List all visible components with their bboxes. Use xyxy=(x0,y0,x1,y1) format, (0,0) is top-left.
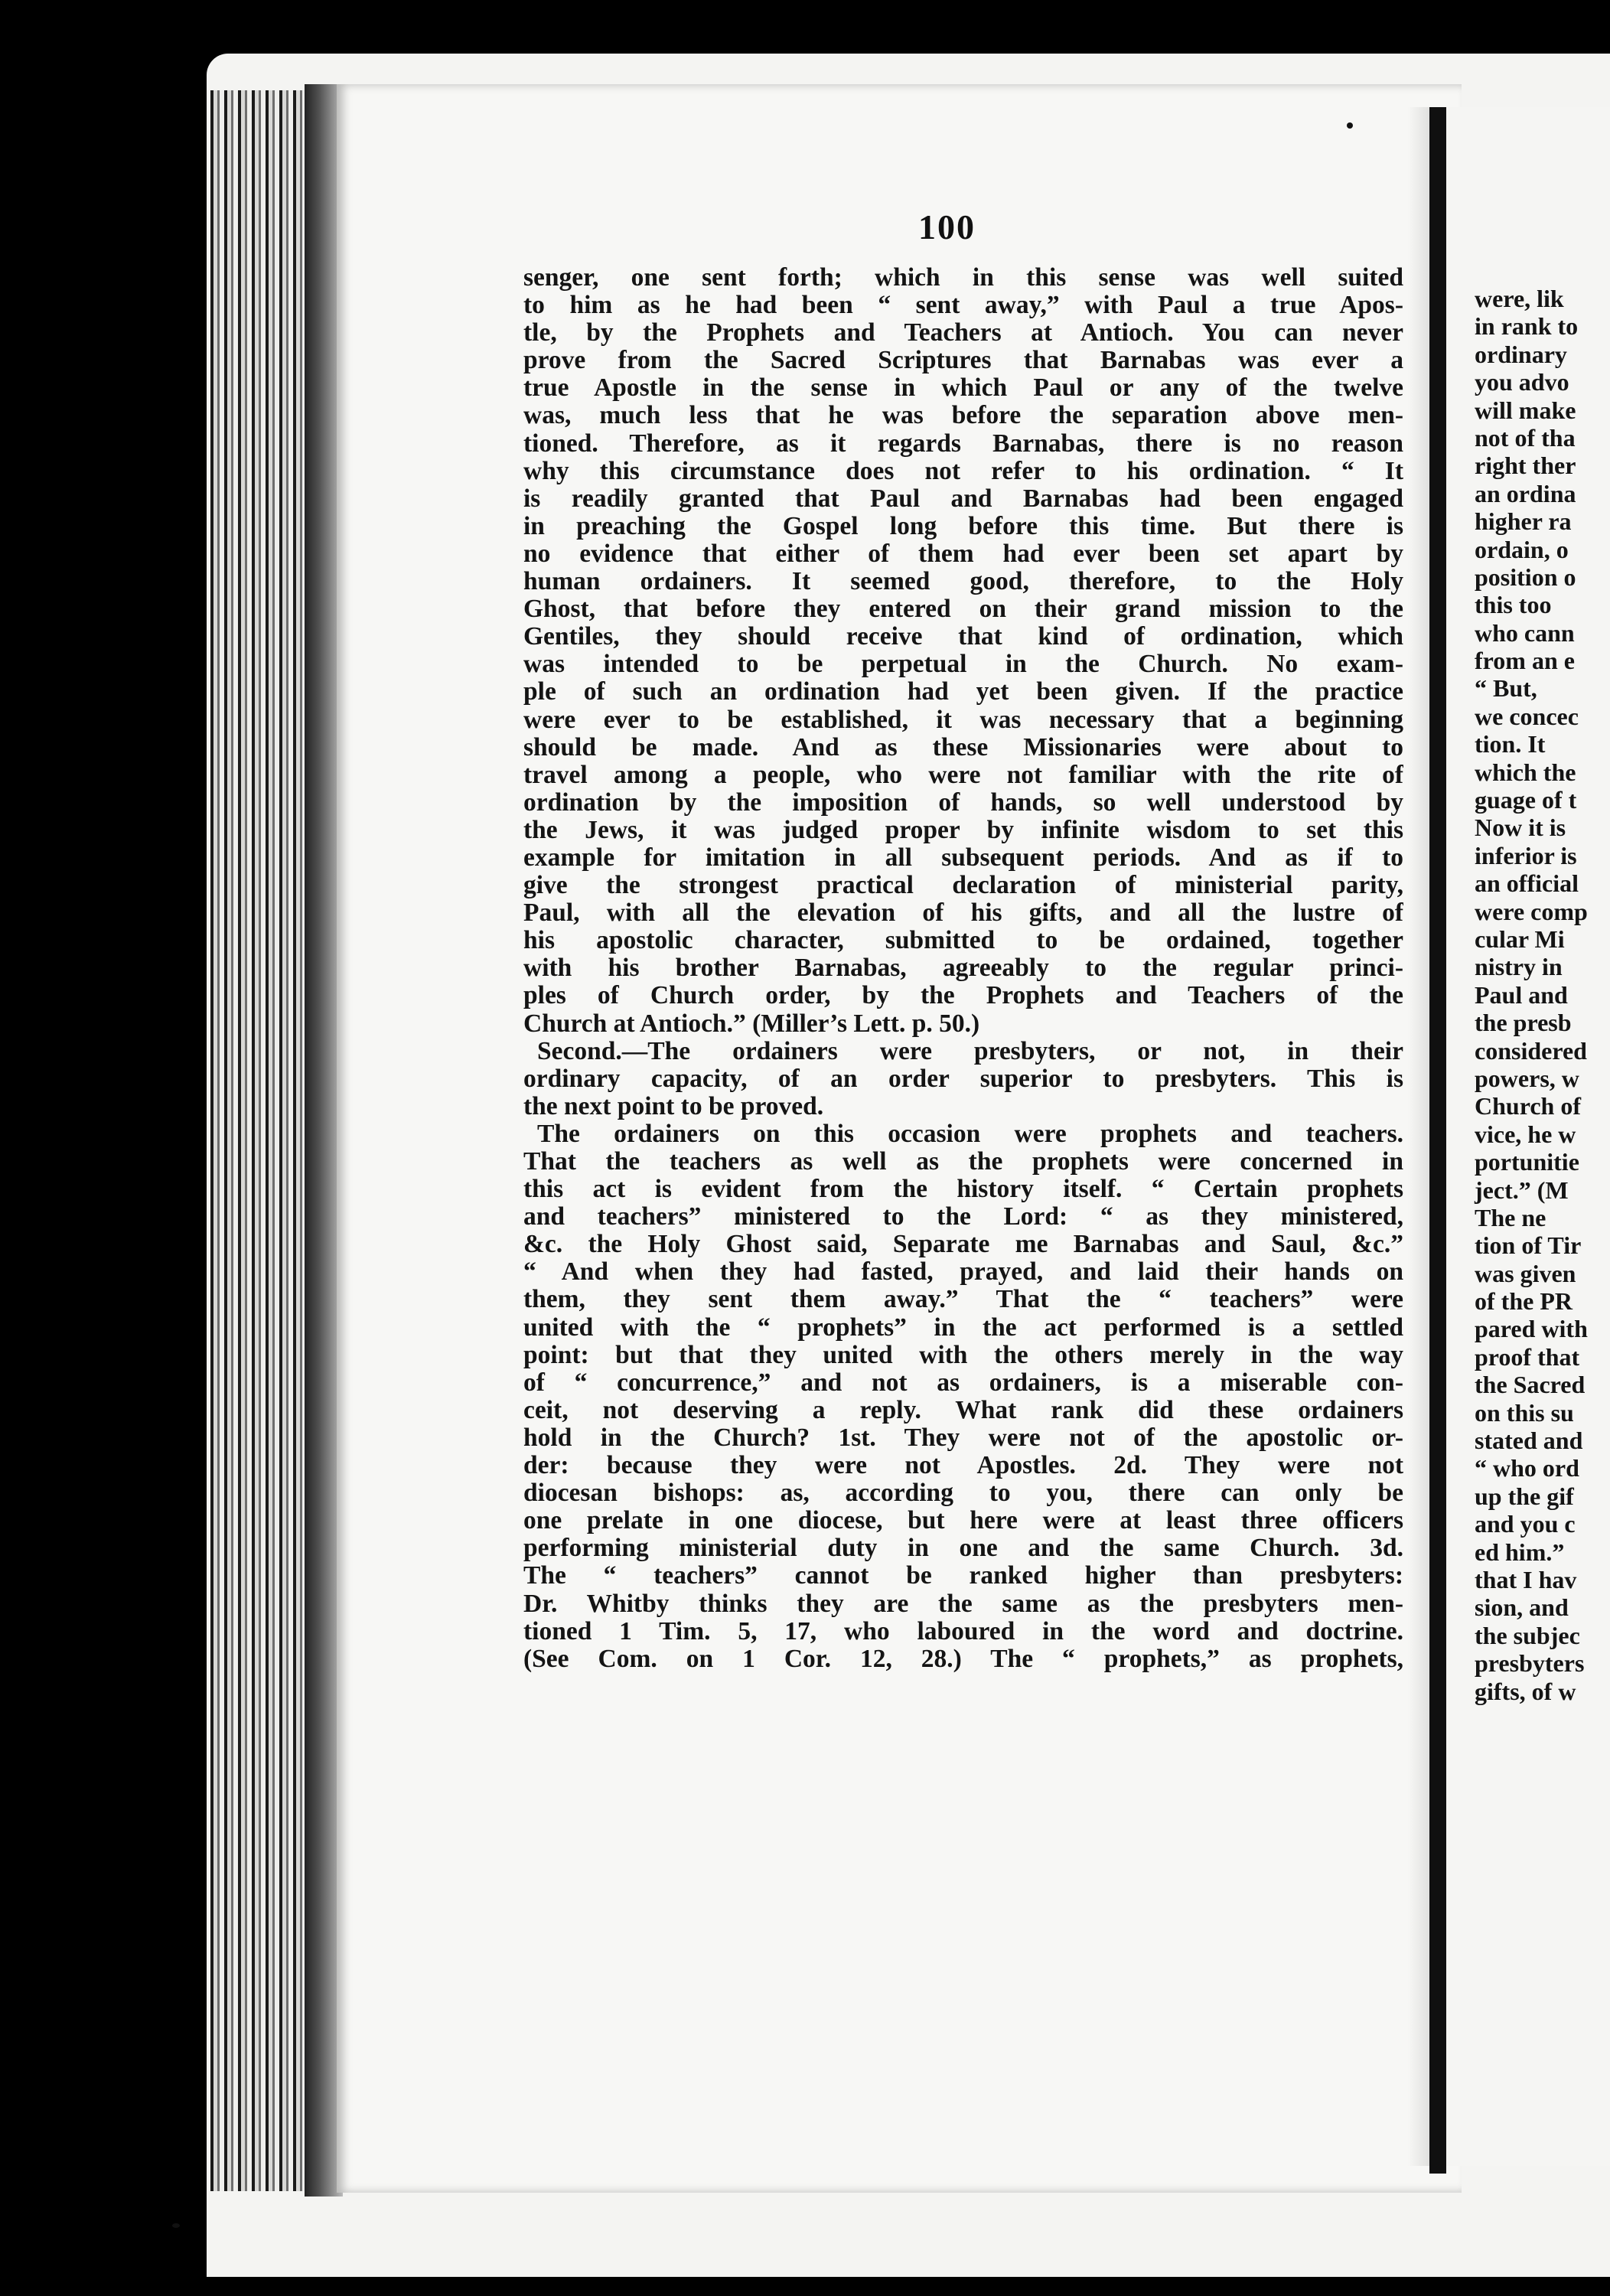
text-line: guage of t xyxy=(1475,786,1577,814)
text-line: is readily granted that Paul and Barnabas had been engaged xyxy=(523,484,1403,513)
text-line: should be made. And as these Missionaries were about to xyxy=(523,733,1403,762)
text-line: Ghost, that before they entered on their grand mission to the xyxy=(523,595,1403,624)
text-line: position o xyxy=(1475,563,1576,591)
text-line: hold in the Church? 1st. They were not of the apostolic or- xyxy=(523,1424,1403,1452)
text-line: portunitie xyxy=(1475,1148,1579,1176)
text-line: presbyters xyxy=(1475,1649,1585,1678)
text-line: ordination by the imposition of hands, so well understood by xyxy=(523,788,1403,817)
text-line: Paul, with all the elevation of his gifts, and all the lustre of xyxy=(523,899,1403,928)
text-line: Church at Antioch.” (Miller’s Lett. p. 50.) xyxy=(523,1009,980,1038)
text-line: ject.” (M xyxy=(1475,1176,1569,1204)
text-line: prove from the Sacred Scriptures that Barnabas was ever a xyxy=(523,347,1403,375)
text-line: in rank to xyxy=(1475,312,1579,341)
text-line: travel among a people, who were not familiar with the rite of xyxy=(523,761,1403,789)
text-line: ordinary xyxy=(1475,340,1567,368)
text-line: diocesan bishops: as, according to you, there can only be xyxy=(523,1479,1403,1508)
text-line: (See Com. on 1 Cor. 12, 28.) The “ prophets,” as prophets, xyxy=(523,1645,1403,1673)
text-line: the next point to be proved. xyxy=(523,1092,824,1120)
text-line: that I hav xyxy=(1475,1565,1577,1593)
text-line: gifts, of w xyxy=(1475,1677,1576,1705)
text-line: “ And when they had fasted, prayed, and laid their hands on xyxy=(523,1258,1403,1287)
text-line: the presb xyxy=(1475,1009,1572,1037)
text-line: Dr. Whitby thinks they are the same as the presbyters men- xyxy=(523,1590,1403,1618)
text-line: “ who ord xyxy=(1475,1454,1579,1482)
text-line: powers, w xyxy=(1475,1064,1579,1092)
text-line: why this circumstance does not refer to his ordination. “ It xyxy=(523,457,1403,485)
book-spine xyxy=(1429,107,1446,2174)
text-line: senger, one sent forth; which in this sense was well suited xyxy=(523,264,1403,292)
text-line: Second.—The ordainers were presbyters, or not, in their xyxy=(537,1037,1403,1065)
text-line: not of tha xyxy=(1475,423,1576,452)
text-line: ordinary capacity, of an order superior to presbyters. This is xyxy=(523,1065,1403,1093)
facing-page-text xyxy=(1475,285,1588,1705)
text-line: tioned 1 Tim. 5, 17, who laboured in the word and doctrine. xyxy=(523,1617,1403,1645)
text-line: ceit, not deserving a reply. What rank did these ordainers xyxy=(523,1396,1403,1424)
text-line: the Jews, it was judged proper by infinite wisdom to set this xyxy=(523,816,1403,844)
text-line: human ordainers. It seemed good, therefore, to the Holy xyxy=(523,568,1403,596)
text-line: cular Mi xyxy=(1475,925,1565,953)
text-line: nistry in xyxy=(1475,953,1563,981)
text-line: we concec xyxy=(1475,702,1579,730)
text-line: was intended to be perpetual in the Church. No exam- xyxy=(523,651,1403,679)
text-line: an ordina xyxy=(1475,479,1576,507)
text-line: and teachers” ministered to the Lord: “ as they ministered, xyxy=(523,1203,1403,1231)
text-line: ple of such an ordination had yet been given. If the practice xyxy=(523,678,1403,706)
text-line: to him as he had been “ sent away,” with Paul a true Apos- xyxy=(523,292,1403,320)
text-line: up the gif xyxy=(1475,1482,1574,1510)
text-line: of the PR xyxy=(1475,1287,1573,1316)
text-line: The ne xyxy=(1475,1203,1546,1231)
text-line: pared with xyxy=(1475,1315,1588,1343)
text-line: were comp xyxy=(1475,897,1588,925)
text-line: one prelate in one diocese, but here were at least three officers xyxy=(523,1507,1403,1535)
text-line: them, they sent them away.” That the “ teachers” were xyxy=(523,1286,1403,1314)
text-line: give the strongest practical declaration of ministerial parity, xyxy=(523,872,1403,900)
text-line: of “ concurrence,” and not as ordainers, is a miserable con- xyxy=(523,1368,1403,1397)
text-line: tle, by the Prophets and Teachers at Antioch. You can never xyxy=(523,319,1403,347)
text-line: with his brother Barnabas, agreeably to the regular princi- xyxy=(523,954,1403,983)
text-line: true Apostle in the sense in which Paul or any of the twelve xyxy=(523,374,1403,403)
text-line: was given xyxy=(1475,1259,1576,1287)
scan-speck xyxy=(1347,122,1353,129)
text-line: and you c xyxy=(1475,1510,1576,1538)
text-line: higher ra xyxy=(1475,507,1572,536)
text-line: will make xyxy=(1475,396,1576,424)
text-line: tioned. Therefore, as it regards Barnabas, there is no reason xyxy=(523,429,1403,458)
text-line: on this su xyxy=(1475,1398,1574,1427)
text-line: ordain, o xyxy=(1475,535,1569,563)
text-line: “ But, xyxy=(1475,674,1537,703)
page-body-text xyxy=(523,264,1403,1673)
text-line: tion of Tir xyxy=(1475,1231,1582,1260)
text-line: point: but that they united with the others merely in the way xyxy=(523,1341,1403,1369)
text-line: The ordainers on this occasion were prophets and teachers. xyxy=(537,1120,1403,1148)
text-line: Church of xyxy=(1475,1092,1581,1120)
page-number: 100 xyxy=(918,207,976,246)
text-line: proof that xyxy=(1475,1342,1580,1371)
text-line: the Sacred xyxy=(1475,1371,1586,1399)
text-line: considered xyxy=(1475,1036,1587,1065)
text-line: united with the “ prophets” in the act performed is a settled xyxy=(523,1313,1403,1342)
text-line: Gentiles, they should receive that kind of ordination, which xyxy=(523,623,1403,651)
text-line: who cann xyxy=(1475,618,1575,647)
text-line: no evidence that either of them had ever been set apart by xyxy=(523,540,1403,568)
text-line: you advo xyxy=(1475,368,1569,396)
text-line: were ever to be established, it was necessary that a beginning xyxy=(523,706,1403,734)
text-line: sion, and xyxy=(1475,1593,1569,1622)
text-line: tion. It xyxy=(1475,730,1546,758)
text-line: which the xyxy=(1475,758,1576,786)
text-line: right ther xyxy=(1475,452,1576,480)
text-line: stated and xyxy=(1475,1427,1583,1455)
text-line: der: because they were not Apostles. 2d. They were not xyxy=(523,1452,1403,1480)
text-line: in preaching the Gospel long before this time. But there is xyxy=(523,512,1403,540)
text-line: example for imitation in all subsequent periods. And as if to xyxy=(523,843,1403,872)
text-line: were, lik xyxy=(1475,285,1564,312)
text-line: his apostolic character, submitted to be ordained, together xyxy=(523,927,1403,955)
text-line: from an e xyxy=(1475,647,1575,675)
text-line: this too xyxy=(1475,591,1552,619)
text-line: an official xyxy=(1475,869,1579,898)
text-line: ed him.” xyxy=(1475,1538,1565,1566)
text-line: Paul and xyxy=(1475,980,1568,1009)
text-line: was, much less that he was before the separation above men- xyxy=(523,402,1403,430)
text-line: The “ teachers” cannot be ranked higher than presbyters: xyxy=(523,1562,1403,1590)
text-line: ples of Church order, by the Prophets and Teachers of the xyxy=(523,982,1403,1010)
text-line: this act is evident from the history itself. “ Certain prophets xyxy=(523,1176,1403,1204)
text-line: Now it is xyxy=(1475,814,1566,842)
text-line: inferior is xyxy=(1475,841,1577,869)
text-line: the subjec xyxy=(1475,1621,1580,1649)
text-line: performing ministerial duty in one and the same Church. 3d. xyxy=(523,1534,1403,1563)
text-line: &c. the Holy Ghost said, Separate me Barnabas and Saul, &c.” xyxy=(523,1231,1403,1259)
text-line: That the teachers as well as the prophets were concerned in xyxy=(523,1148,1403,1176)
text-line: vice, he w xyxy=(1475,1120,1576,1148)
scan-speck xyxy=(172,2223,180,2228)
